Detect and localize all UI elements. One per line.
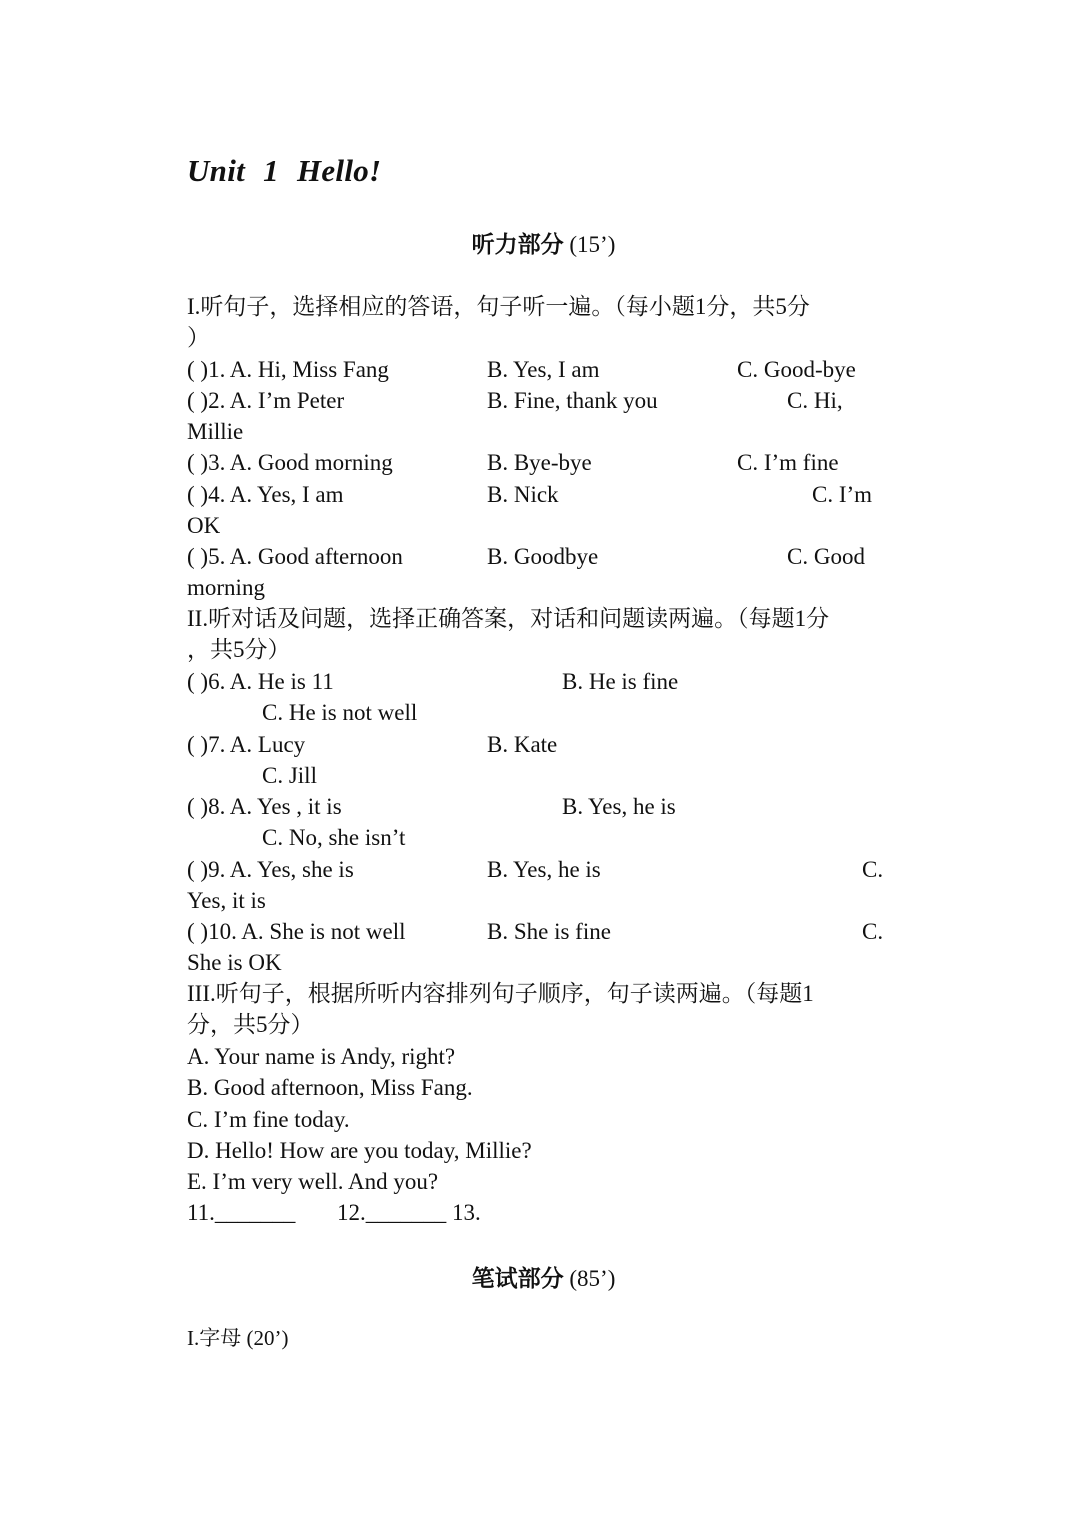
q10-option-c: C. bbox=[862, 919, 884, 944]
q2-option-b: B. Fine, thank you bbox=[487, 388, 658, 413]
part3-instruction-cont: 分，共5分） bbox=[187, 1012, 314, 1037]
q2-option-c: C. Hi, bbox=[787, 388, 843, 413]
q9-option-b: B. Yes, he is bbox=[487, 857, 601, 882]
q7-option-c: C. Jill bbox=[262, 763, 317, 788]
q8-option-c: C. No, she isn’t bbox=[262, 825, 406, 850]
q6-option-a: ( )6. A. He is 11 bbox=[187, 669, 334, 694]
q2-option-c-cont: Millie bbox=[187, 419, 244, 444]
q4-option-c: C. I’m bbox=[812, 482, 873, 507]
q3-option-b: B. Bye-bye bbox=[487, 450, 592, 475]
part1-instruction: I.听句子，选择相应的答语，句子听一遍。（每小题1分，共5分 bbox=[187, 294, 810, 319]
writing-heading bbox=[0, 1260, 1087, 1293]
q9-option-a: ( )9. A. Yes, she is bbox=[187, 857, 354, 882]
q5-option-c: C. Good bbox=[787, 544, 865, 569]
q1-option-c: C. Good-bye bbox=[737, 357, 856, 382]
part2-instruction: II.听对话及问题，选择正确答案，对话和问题读两遍。（每题1分 bbox=[187, 606, 830, 631]
sentence-a: A. Your name is Andy, right? bbox=[187, 1044, 456, 1069]
q9-option-c: C. bbox=[862, 857, 884, 882]
sentence-c: C. I’m fine today. bbox=[187, 1107, 350, 1132]
sentence-e: E. I’m very well. And you? bbox=[187, 1169, 439, 1194]
q4-option-a: ( )4. A. Yes, I am bbox=[187, 482, 344, 507]
writing-part1-heading: I.字母 (20’) bbox=[187, 1326, 289, 1350]
listening-heading bbox=[0, 226, 1087, 259]
part3-instruction: III.听句子，根据所听内容排列句子顺序，句子读两遍。（每题1 bbox=[187, 981, 814, 1006]
sentence-b: B. Good afternoon, Miss Fang. bbox=[187, 1075, 473, 1100]
answer-blank-12: 12._______ 13. bbox=[337, 1200, 481, 1225]
q4-option-b: B. Nick bbox=[487, 482, 559, 507]
writing-score: (85’) bbox=[569, 1266, 616, 1291]
q6-option-b: B. He is fine bbox=[562, 669, 679, 694]
q2-option-a: ( )2. A. I’m Peter bbox=[187, 388, 345, 413]
q1-option-a: ( )1. A. Hi, Miss Fang bbox=[187, 357, 389, 382]
q8-option-a: ( )8. A. Yes , it is bbox=[187, 794, 342, 819]
q7-option-b: B. Kate bbox=[487, 732, 558, 757]
q8-option-b: B. Yes, he is bbox=[562, 794, 676, 819]
q6-option-c: C. He is not well bbox=[262, 700, 418, 725]
q10-option-b: B. She is fine bbox=[487, 919, 611, 944]
listening-score: (15’) bbox=[569, 232, 616, 257]
q9-option-c-cont: Yes, it is bbox=[187, 888, 266, 913]
q5-option-c-cont: morning bbox=[187, 575, 265, 600]
writing-heading-text: 笔试部分 bbox=[471, 1266, 564, 1291]
q10-option-c-cont: She is OK bbox=[187, 950, 282, 975]
unit-title: Unit 1 Hello! bbox=[187, 153, 382, 188]
q4-option-c-cont: OK bbox=[187, 513, 221, 538]
q10-option-a: ( )10. A. She is not well bbox=[187, 919, 406, 944]
q1-option-b: B. Yes, I am bbox=[487, 357, 600, 382]
q3-option-a: ( )3. A. Good morning bbox=[187, 450, 393, 475]
q5-option-b: B. Goodbye bbox=[487, 544, 599, 569]
q3-option-c: C. I’m fine bbox=[737, 450, 839, 475]
part1-instruction-cont: ） bbox=[187, 325, 210, 350]
q7-option-a: ( )7. A. Lucy bbox=[187, 732, 306, 757]
part2-instruction-cont: ，共5分） bbox=[187, 637, 291, 662]
answer-blank-11: 11._______ bbox=[187, 1200, 296, 1225]
listening-heading-text: 听力部分 bbox=[471, 232, 564, 257]
sentence-d: D. Hello! How are you today, Millie? bbox=[187, 1138, 532, 1163]
q5-option-a: ( )5. A. Good afternoon bbox=[187, 544, 403, 569]
